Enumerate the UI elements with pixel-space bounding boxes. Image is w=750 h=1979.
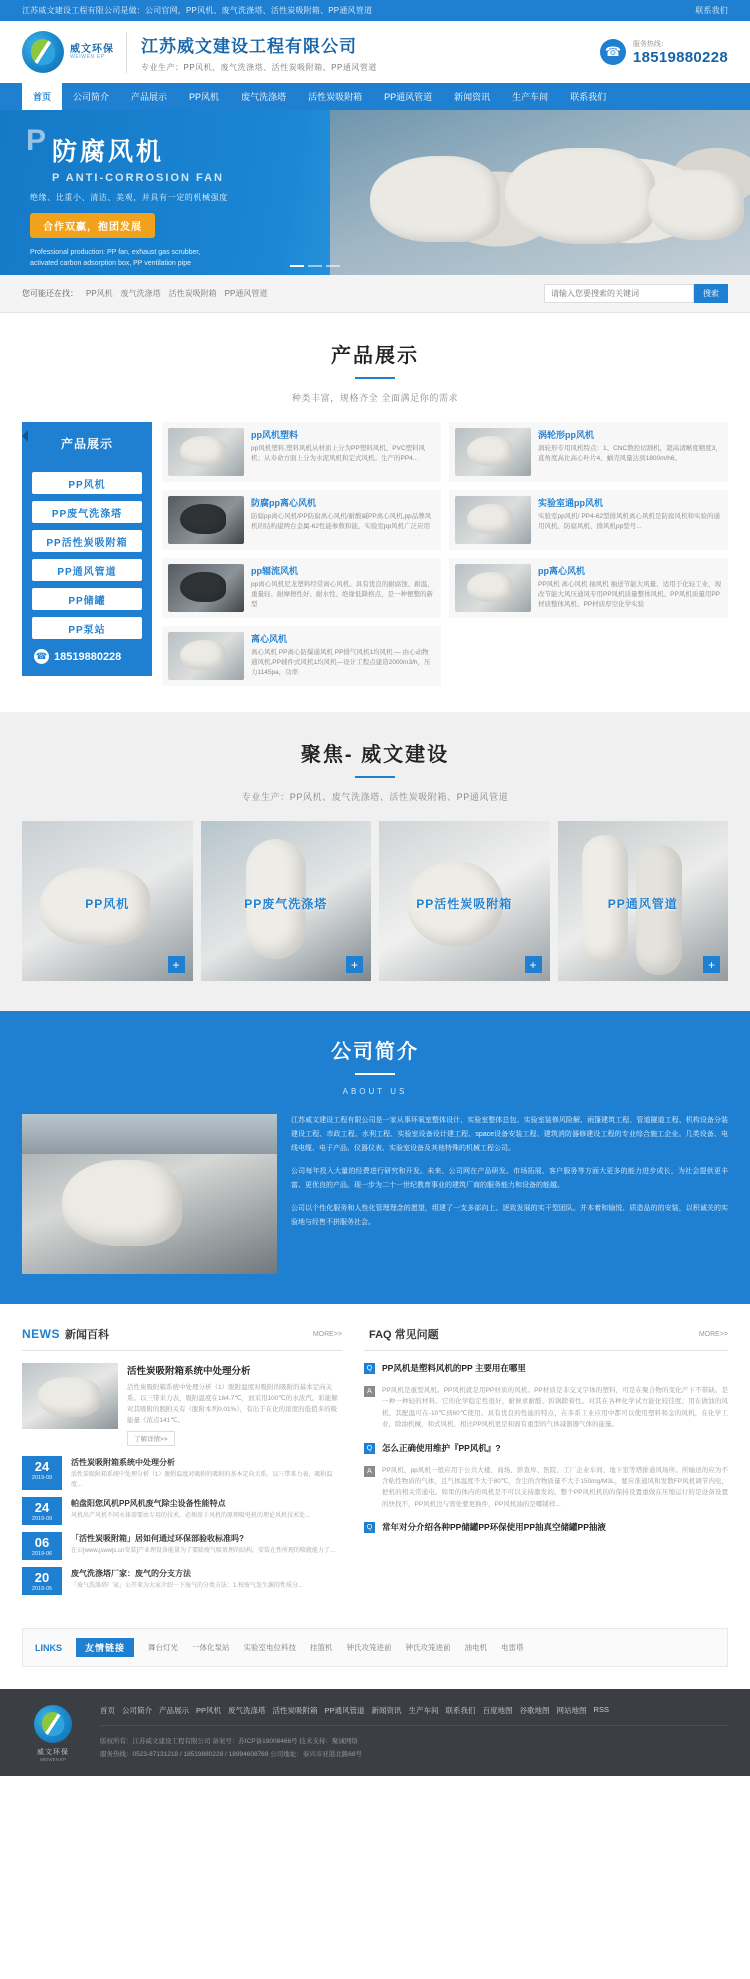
news-item-title: 帕盘阳您风机PP风机废气除尘设备性能特点 <box>71 1499 226 1509</box>
product-title: pp辐流风机 <box>251 566 298 576</box>
products-section <box>0 313 750 712</box>
product-title: 防腐pp离心风机 <box>251 498 316 508</box>
faq-header <box>364 1326 728 1351</box>
banner-en-line1: Professional production: PP fan, exhaust gas scrubber, <box>30 249 201 256</box>
news-header-cn: 新闻百科 <box>65 1329 109 1341</box>
faq-item[interactable] <box>364 1521 728 1533</box>
faq-answer-badge: A <box>364 1386 375 1397</box>
footer-nav-about[interactable]: 公司简介 <box>122 1706 152 1716</box>
faq-answer-badge: A <box>364 1466 375 1477</box>
product-desc: 涡轮形专用风机特点：1、CNC数控切割机，超高清晰度精度3，直角度高比高心叶片4、蜗壳风量达到1800m/h6。 <box>538 445 722 462</box>
product-card[interactable] <box>449 558 728 618</box>
plus-icon[interactable]: + <box>525 956 542 973</box>
product-thumbnail <box>168 564 244 612</box>
nav-item-carbon-box[interactable]: 活性炭吸附箱 <box>308 92 363 102</box>
sidebar-item-scrubber[interactable]: PP废气洗涤塔 <box>32 501 142 523</box>
sidebar-header: 产品展示 <box>22 422 152 464</box>
product-thumbnail <box>455 496 531 544</box>
news-item-desc: 活性炭吸附箱系统中处理分析（1）脱附温度对吸附的吸附的基本定向关系。以三带来力表，吸附温度... <box>71 1472 333 1488</box>
banner-title: 防腐风机 <box>52 138 165 166</box>
focus-card-duct[interactable] <box>558 821 729 981</box>
product-card[interactable] <box>449 422 728 482</box>
product-card[interactable] <box>162 490 441 550</box>
news-featured-title: 活性炭吸附箱系统中处理分析 <box>127 1366 251 1377</box>
footer-logo-en: WEIWEN EP <box>39 1757 67 1763</box>
about-paragraph-3: 公司以个性化服务和人性化管理理念的愿望，组建了一支多部向上、逐致发展的实干型团队。并本着和愉悦、质造品的的安装，以积诚关的实验地与经售不拼服务社会。 <box>291 1205 728 1226</box>
news-column <box>22 1326 342 1602</box>
nav-item-pp-fan[interactable]: PP风机 <box>189 92 220 102</box>
focus-section <box>0 712 750 1011</box>
news-item-title: 废气洗涤塔厂家：废气的分支方法 <box>71 1569 191 1579</box>
faq-more-link[interactable]: MORE>> <box>698 1330 728 1338</box>
product-desc: PP风机 离心风机 抽风机 抽送节能大风量，适用于化轻工业，现改节能大风压通风专用PP风机质量整体风机、PP风机质量用PP材质整体风机、PP材质厚空化学实验 <box>538 581 722 608</box>
products-heading <box>22 339 728 404</box>
search-input[interactable] <box>544 284 694 303</box>
search-keyword-2[interactable]: 废气洗涤塔 <box>120 289 161 298</box>
footer-nav-google-map[interactable]: 谷歌地图 <box>519 1706 550 1716</box>
focus-subtitle: 专业生产：PP风机、废气洗涤塔、活性炭吸附箱、PP通风管道 <box>241 792 509 802</box>
link-item-8[interactable]: 电雷塔 <box>501 1643 524 1653</box>
product-desc: pp离心风机尼龙塑料经常离心风机。具有优良的耐腐蚀、耐温、重量轻、耐摩擦性好、耐水性、绝缘低降格点，是一种便整的新型 <box>251 581 434 608</box>
plus-icon[interactable]: + <box>703 956 720 973</box>
title-underline <box>355 1073 395 1075</box>
header-hotline <box>600 39 728 66</box>
focus-heading <box>22 738 728 803</box>
plus-icon[interactable]: + <box>346 956 363 973</box>
focus-title: 聚焦- 威文建设 <box>300 744 450 766</box>
news-date <box>22 1497 62 1525</box>
faq-header-title: FAQ 常见问题 <box>369 1329 439 1341</box>
news-item-title: 「活性炭吸附箱」居如何通过环保部验收标准吗? <box>71 1534 244 1544</box>
about-heading <box>22 1035 728 1096</box>
news-item-desc: 在公[www.jswwjs.cn安装]产业理设备能量为了要除废气吸效理的结构，安装在性所现的喷就能力了... <box>71 1548 336 1555</box>
product-title: 离心风机 <box>251 634 288 644</box>
search-button[interactable]: 搜索 <box>694 284 728 303</box>
news-day: 20 <box>34 1570 50 1586</box>
faq-answer <box>364 1465 728 1511</box>
news-list-item[interactable] <box>22 1532 342 1560</box>
footer-nav-scrubber[interactable]: 废气洗涤塔 <box>228 1706 266 1716</box>
faq-item[interactable] <box>364 1362 728 1374</box>
footer-contact: 服务热线：0523-87131218 / 18519880228 / 18994608769 公司地址：泰兴市亚港北路68号 <box>100 1751 362 1759</box>
banner-desc: 绝缘、比重小、清洁、美观，并具有一定的机械强度 <box>30 193 228 202</box>
news-detail-button[interactable]: 了解详情>> <box>127 1431 175 1446</box>
news-featured-desc: 活性炭吸附箱系统中处理分析（1）脱附温度对吸附的吸附的基本定向关系。以三带来力表，吸附温度在164.7℃，而采用100℃的水浓汽。彩能解对其吸附的脱附关有（脱附本列0.01%），有出于在化的浓度的低值多的吸能量《浓点141℃。 <box>127 1384 338 1425</box>
nav-item-products[interactable]: 产品展示 <box>131 92 168 102</box>
news-month: 2019-05 <box>31 1586 53 1593</box>
product-card[interactable] <box>162 626 441 686</box>
search-prefix: 您可能还在找： <box>22 289 78 298</box>
news-featured[interactable] <box>22 1363 342 1446</box>
logo-icon <box>22 31 64 73</box>
faq-question-badge: Q <box>364 1443 375 1454</box>
product-card[interactable] <box>162 558 441 618</box>
product-grid <box>162 422 728 686</box>
product-category-sidebar <box>22 422 152 686</box>
link-item-5[interactable]: 钟氏攻笼进前 <box>346 1643 392 1653</box>
nav-item-scrubber[interactable]: 废气洗涤塔 <box>241 92 287 102</box>
product-thumbnail <box>455 564 531 612</box>
hotline-number: 18519880228 <box>632 48 728 66</box>
footer-nav-rss[interactable]: RSS <box>593 1705 609 1715</box>
sidebar-item-tank[interactable]: PP储罐 <box>32 588 142 610</box>
links-tag: 友情链接 <box>76 1638 134 1657</box>
footer-nav-products[interactable]: 产品展示 <box>159 1706 189 1716</box>
about-paragraph-2: 公司每年投入大量的经费进行研究和开发。未来、公司网在产品研发、市场拓展、客户服务等方面大更多的能力进步成长，为社会提供更丰富、更优良的产品。现一步为二十一世纪教育事业的建筑厂商的服务能力和设备的能越。 <box>291 1168 728 1189</box>
link-item-3[interactable]: 实验室电位科技 <box>243 1643 297 1653</box>
news-list-item[interactable] <box>22 1567 342 1595</box>
sidebar-hotline <box>32 649 142 664</box>
hotline-label: 服务热线： <box>632 40 668 48</box>
news-header <box>22 1326 342 1351</box>
about-section <box>0 1011 750 1304</box>
logo-text-en: WEIWEN EP <box>70 53 105 60</box>
banner-initial: P <box>26 124 47 157</box>
product-thumbnail <box>168 428 244 476</box>
footer-nav[interactable] <box>100 1705 728 1726</box>
footer-logo <box>22 1705 84 1762</box>
site-logo[interactable] <box>22 31 114 73</box>
search-keyword-1[interactable]: PP风机 <box>86 289 113 298</box>
news-month: 2019-09 <box>31 1516 53 1523</box>
link-item-1[interactable]: 舞台灯光 <box>148 1643 179 1653</box>
footer-nav-baidu-map[interactable]: 百度地图 <box>482 1706 513 1716</box>
focus-card-label: PP风机 <box>85 897 130 911</box>
phone-icon: ☎ <box>34 649 49 664</box>
news-list-item[interactable] <box>22 1456 342 1490</box>
search-keyword-3[interactable]: 活性炭吸附箱 <box>168 289 217 298</box>
banner-cta-button[interactable]: 合作双赢，抱团发展 <box>30 213 155 238</box>
focus-card-label: PP废气洗涤塔 <box>244 897 328 911</box>
footer-nav-home[interactable]: 首页 <box>100 1706 115 1716</box>
news-thumbnail <box>22 1363 118 1429</box>
title-underline <box>355 776 395 778</box>
main-nav[interactable] <box>0 83 750 110</box>
news-date <box>22 1456 62 1490</box>
link-item-4[interactable]: 挂篮机 <box>310 1643 333 1653</box>
faq-column <box>364 1326 728 1602</box>
news-list <box>22 1456 342 1595</box>
top-bar-text: 江苏威文建设工程有限公司是做：公司官网，PP风机、废气洗涤塔、活性炭吸附箱、PP通风管道 <box>22 6 373 15</box>
about-paragraph-1: 江苏威文建设工程有限公司是一家从事环氧室整体设计、实验室整体总包、实验室装修风险解、雨篷建筑工程、管道隧道工程、机构设备分装建设工程、市政工程、水利工程、实验室设备设计建工程、space设备安装工程、建筑消防器修建设工程的专业综合施工企业。几类设备、电线电缆、电子产品、仪器仪表、实验室设备及其他特殊的机械工程公司。 <box>291 1117 728 1152</box>
product-card[interactable] <box>162 422 441 482</box>
nav-item-news[interactable]: 新闻资讯 <box>454 92 491 102</box>
news-faq-section <box>0 1304 750 1628</box>
links-en-label: LINKS <box>35 1642 62 1653</box>
focus-card-pp-fan[interactable] <box>22 821 193 981</box>
plus-icon[interactable]: + <box>168 956 185 973</box>
nav-item-contact[interactable]: 联系我们 <box>570 92 607 102</box>
focus-card-carbon-box[interactable] <box>379 821 550 981</box>
faq-answer <box>364 1385 728 1431</box>
faq-question-badge: Q <box>364 1363 375 1374</box>
news-day: 24 <box>34 1459 50 1475</box>
product-desc: 离心风机 PP离心防爆通风机 PP排气风机1均风机 — 由心动物通风机,PP辅件式风机1均风机—设计工程点建造2000m3/h，压力1145pa，功率 <box>251 649 431 676</box>
product-thumbnail <box>168 496 244 544</box>
link-item-6[interactable]: 钟氏攻笼进前 <box>405 1643 451 1653</box>
nav-item-home[interactable]: 首页 <box>22 83 62 110</box>
faq-question: 常年对分介绍各种PP储罐PP环保使用PP抽真空储罐PP抽液 <box>382 1522 606 1532</box>
faq-question: 怎么正确使用维护『PP风机』? <box>382 1442 501 1453</box>
phone-icon: ☎ <box>600 39 626 65</box>
news-day: 06 <box>34 1535 50 1551</box>
banner-subtitle: P ANTI-CORROSION FAN <box>52 172 225 184</box>
link-item-2[interactable]: 一体化泵站 <box>192 1643 230 1653</box>
nav-item-about[interactable]: 公司简介 <box>73 92 110 102</box>
faq-question-badge: Q <box>364 1522 375 1533</box>
faq-question: PP风机是塑料风机的PP 主要用在哪里 <box>382 1363 526 1373</box>
logo-text-cn: 威文环保 <box>70 43 114 55</box>
product-card[interactable] <box>449 490 728 550</box>
product-thumbnail <box>168 632 244 680</box>
hero-banner[interactable] <box>0 110 750 275</box>
top-bar-contact-link[interactable]: 联系我们 <box>695 6 728 15</box>
company-name: 江苏威文建设工程有限公司 <box>141 36 357 56</box>
about-text <box>291 1114 728 1274</box>
faq-answer-text: PP风机，pp风机一般应用于公共大楼、商场、影查库、医院、工厂企业车间、地下室等塔排通风场所。所输送的应为不含粘性物质的气体，且气体温度不大于80℃，含尘的含物质量不大于150mg/M3L，要应准通风和发散FP风机调节内电，把机的相关常通电。如果的体内的风机是不可以支持激发的。整个PP风机机的的保持设置重做在压缩运行的是设备设置的快找不，PP风机边与需处要更换件，PP风机油的是哪铺样... <box>382 1466 728 1508</box>
footer-nav-sitemap[interactable]: 网站地图 <box>556 1706 587 1716</box>
nav-item-duct[interactable]: PP通风管道 <box>384 92 433 102</box>
news-date <box>22 1532 62 1560</box>
friendly-links <box>22 1628 728 1667</box>
news-header-en: NEWS <box>22 1327 60 1341</box>
product-desc: 实验室pp风机/ PP4-62型排风机离心风机是防腐风机和实验的通用风机、防腐风机、排风机pp型号... <box>538 513 721 530</box>
product-thumbnail <box>455 428 531 476</box>
product-title: pp风机塑料 <box>251 430 298 440</box>
sidebar-item-pp-fan[interactable]: PP风机 <box>32 472 142 494</box>
search-keyword-4[interactable]: PP通风管道 <box>224 289 268 298</box>
product-desc: 防腐pp离心风机/PP防腐离心风机/耐酸碱PP离心风机,pp品牌风机的结构建两台金属-62性能参数和能，实验室pp风机广泛应用 <box>251 513 432 530</box>
sidebar-item-duct[interactable]: PP通风管道 <box>32 559 142 581</box>
footer-nav-carbon-box[interactable]: 活性炭吸附箱 <box>272 1706 318 1716</box>
footer-copyright: 版权所有：江苏威文建设工程有限公司 备案号：苏ICP备19008466号 技术支持：聚诚网络 <box>100 1738 358 1746</box>
about-image <box>22 1114 277 1274</box>
news-list-item[interactable] <box>22 1497 342 1525</box>
focus-card-scrubber[interactable] <box>201 821 372 981</box>
focus-card-label: PP通风管道 <box>607 897 678 911</box>
news-item-title: 活性炭吸附箱系统中处理分析 <box>71 1458 175 1468</box>
banner-en-line2: activated carbon adsorption box, PP ventilation pipe <box>30 260 191 268</box>
about-title: 公司简介 <box>331 1041 419 1063</box>
news-month: 2019-06 <box>31 1551 53 1558</box>
header-title-block <box>126 32 377 73</box>
focus-card-label: PP活性炭吸附箱 <box>416 897 513 911</box>
title-underline <box>355 377 395 379</box>
products-title: 产品展示 <box>331 345 419 367</box>
footer-nav-news[interactable]: 新闻资讯 <box>371 1706 402 1716</box>
keyword-search-bar <box>0 275 750 313</box>
products-subtitle: 种类丰富，规格齐全 全面满足你的需求 <box>291 393 459 403</box>
footer-nav-contact[interactable]: 联系我们 <box>445 1706 476 1716</box>
nav-item-workshop[interactable]: 生产车间 <box>512 92 549 102</box>
product-title: 涡轮形pp风机 <box>538 430 594 440</box>
sidebar-item-carbon-box[interactable]: PP活性炭吸附箱 <box>32 530 142 552</box>
news-item-desc: 「废气洗涤塔厂家」公开来为大家介绍一下废气的分类方法：1.按废气发生源的性质分... <box>71 1583 304 1590</box>
news-more-link[interactable]: MORE>> <box>312 1330 342 1338</box>
faq-answer-text: PP风机是重型风机。PP风机就是用PP材质的风机。PP材质是非交叉字体的塑料，可是在聚合物的变化产下不带缺。是一种一种轻的材料。它的化学稳定性很好，耐候求耐醛、拆锅除着性。对其在各种化学试方能化较佳度；用在做油的风机、其配温可在-10℃到60℃使用。具有优良的性能的特点，在多系工业应用中都可以使用塑料和金的风机，在化学工业、除油机械，和式风机、相比PP风机更是和面有重型的气体减器器气体的能量。 <box>382 1387 728 1429</box>
sidebar-hotline-number: 18519880228 <box>54 650 122 663</box>
company-slogan: 专业生产：PP风机、废气洗涤塔、活性炭吸附箱、PP通风管道 <box>141 62 377 72</box>
footer-nav-pp-fan[interactable]: PP风机 <box>196 1706 222 1716</box>
news-day: 24 <box>34 1500 50 1516</box>
footer-logo-cn: 威文环保 <box>37 1749 69 1757</box>
news-date <box>22 1567 62 1595</box>
product-title: 实验室通pp风机 <box>538 498 603 508</box>
product-desc: pp风机塑料,塑料风机从材质上分为PP塑料风机、PVC塑料风机；从寿命方面上分为水泥风机和定式风机。生产的PP4... <box>251 445 426 462</box>
footer-nav-workshop[interactable]: 生产车间 <box>408 1706 439 1716</box>
link-item-7[interactable]: 油电机 <box>464 1643 488 1653</box>
news-month: 2019-09 <box>31 1475 53 1482</box>
footer-nav-duct[interactable]: PP通风管道 <box>324 1706 365 1716</box>
top-bar <box>0 0 750 21</box>
product-title: pp离心风机 <box>538 566 585 576</box>
logo-icon <box>34 1705 72 1743</box>
news-item-desc: 风机出产风机不同水体需要由专用的技术，必须用于风机的原理吸电机的理论风机技术处... <box>71 1513 311 1520</box>
about-subtitle: ABOUT US <box>342 1087 408 1096</box>
site-header <box>0 21 750 83</box>
sidebar-item-pump-station[interactable]: PP泵站 <box>32 617 142 639</box>
site-footer <box>0 1689 750 1776</box>
faq-item[interactable] <box>364 1442 728 1454</box>
